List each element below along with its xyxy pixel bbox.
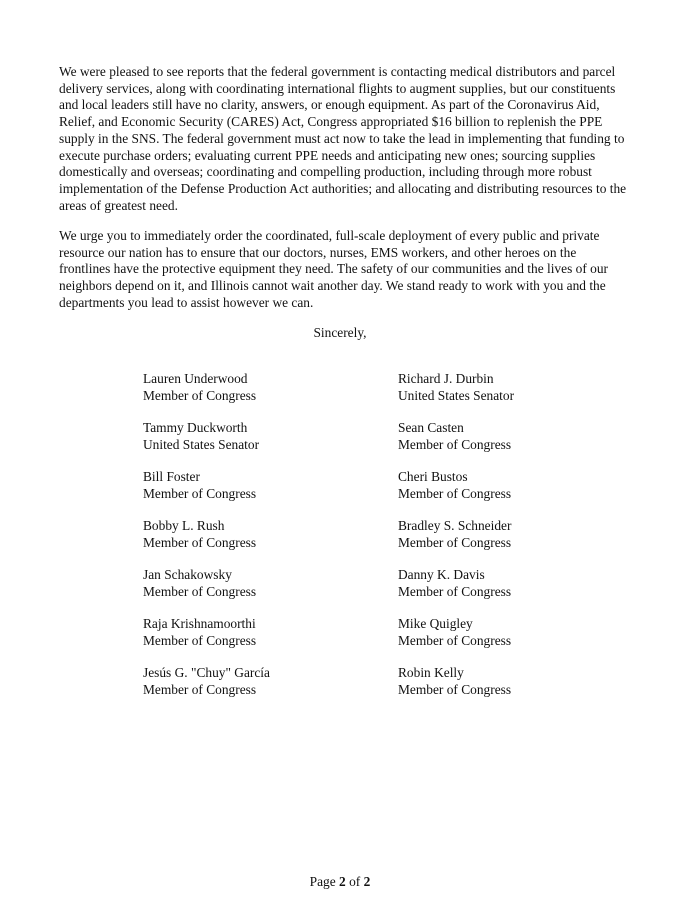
page-number: [0, 874, 680, 890]
signatory: [398, 420, 511, 453]
signatory-name: Bill Foster: [143, 469, 200, 484]
page-label: Page: [309, 874, 336, 889]
signatory: [143, 665, 270, 698]
signatory-name: Lauren Underwood: [143, 371, 248, 386]
signatory-name: Sean Casten: [398, 420, 464, 435]
body-paragraph-1: We were pleased to see reports that the federal government is contacting medical distributors and parcel delivery services, along with coordinating international flights to augment supplies, but our constituents and local leaders still have no clarity, answers, or enough equipment. As part of the Coronavirus Aid, Relief, and Economic Security (CARES) Act, Congress appropriated $16 billion to replenish the PPE supply in the SNS. The federal government must act now to take the lead in implementing that funding to execute purchase orders; evaluating current PPE needs and anticipating new ones; sourcing supplies domestically and overseas; coordinating and compelling production, including through more robust implementation of the Defense Production Act authorities; and allocating and distributing resources to the areas of greatest need.: [59, 64, 627, 213]
signature-row: [143, 665, 563, 714]
signatory-title: Member of Congress: [143, 632, 257, 648]
signatory-name: Jesús G. "Chuy" García: [143, 665, 270, 680]
signature-row: [143, 567, 563, 616]
signatory-name: Raja Krishnamoorthi: [143, 616, 256, 631]
signatory-title: United States Senator: [143, 436, 260, 452]
closing-salutation: Sincerely,: [313, 325, 367, 340]
signatory-name: Bobby L. Rush: [143, 518, 225, 533]
signatory-title: Member of Congress: [398, 583, 512, 599]
signatory-name: Jan Schakowsky: [143, 567, 232, 582]
signature-row: [143, 469, 563, 518]
current-page: 2: [339, 874, 346, 889]
signatory: [143, 420, 259, 453]
signatory: [143, 567, 256, 600]
signatory: [143, 371, 256, 404]
signatory-title: United States Senator: [398, 387, 515, 403]
signature-row: [143, 616, 563, 665]
signatory: [143, 469, 256, 502]
signatory: [398, 371, 514, 404]
page-separator: of: [349, 874, 361, 889]
signature-row: [143, 518, 563, 567]
signatory: [398, 469, 511, 502]
signature-block: [143, 371, 563, 714]
signatory: [398, 567, 511, 600]
signatory-title: Member of Congress: [398, 436, 512, 452]
signatory-title: Member of Congress: [143, 534, 257, 550]
signatory: [143, 616, 256, 649]
signatory-title: Member of Congress: [143, 387, 257, 403]
signatory-name: Cheri Bustos: [398, 469, 468, 484]
body-paragraph-2: We urge you to immediately order the coordinated, full-scale deployment of every public and private resource our nation has to ensure that our doctors, nurses, EMS workers, and other heroes on the frontlines have the protective equipment they need. The safety of our communities and the lives of our neighbors depend on it, and Illinois cannot wait another day. We stand ready to work with you and the departments you lead to assist however we can.: [59, 228, 608, 310]
signature-row: [143, 371, 563, 420]
signatory-title: Member of Congress: [143, 485, 257, 501]
signatory: [143, 518, 256, 551]
signatory-name: Richard J. Durbin: [398, 371, 494, 386]
signatory-name: Mike Quigley: [398, 616, 473, 631]
signatory-title: Member of Congress: [143, 583, 257, 599]
signature-row: [143, 420, 563, 469]
signatory-name: Bradley S. Schneider: [398, 518, 512, 533]
total-pages: 2: [363, 874, 371, 889]
signatory-title: Member of Congress: [398, 681, 512, 697]
signatory-name: Robin Kelly: [398, 665, 464, 680]
signatory-title: Member of Congress: [398, 485, 512, 501]
signatory: [398, 616, 511, 649]
signatory-name: Tammy Duckworth: [143, 420, 248, 435]
signatory-title: Member of Congress: [398, 534, 512, 550]
signatory-title: Member of Congress: [143, 681, 257, 697]
signatory: [398, 665, 511, 698]
signatory-name: Danny K. Davis: [398, 567, 485, 582]
signatory: [398, 518, 511, 551]
signatory-title: Member of Congress: [398, 632, 512, 648]
